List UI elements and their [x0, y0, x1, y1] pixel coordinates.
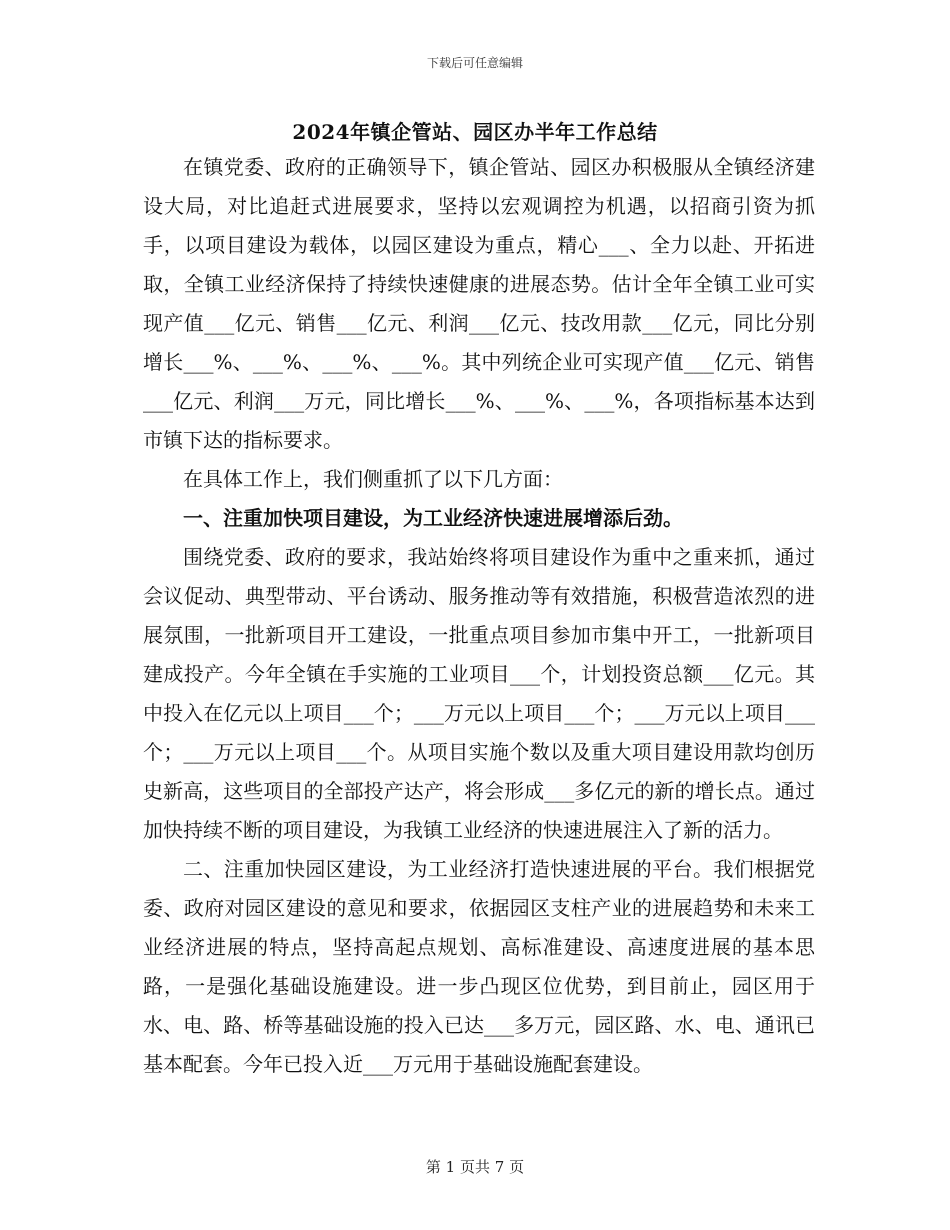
paragraph-projects: 围绕党委、政府的要求，我站始终将项目建设作为重中之重来抓，通过会议促动、典型带动、平台诱动、服务推动等有效措施，积极营造浓烈的进展氛围，一批新项目开工建设，一批重点项目参加市集中开工，一批新项目建成投产。今年全镇在手实施的工业项目___个，计划投资总额___亿元。其中投入在亿元以上项目___个；___万元以上项目___个；___万元以上项目___个；___万元以上项目___个。从项目实施个数以及重大项目建设用款均创历史新高，这些项目的全部投产达产，将会形成___多亿元的新的增长点。通过加快持续不断的项目建设，为我镇工业经济的快速进展注入了新的活力。: [143, 545, 815, 842]
section-heading-1: 一、注重加快项目建设，为工业经济快速进展增添后劲。: [183, 506, 683, 530]
document-body: [143, 148, 815, 1084]
paragraph-intro: 在镇党委、政府的正确领导下，镇企管站、园区办积极服从全镇经济建设大局，对比追赶式进展要求，坚持以宏观调控为机遇，以招商引资为抓手，以项目建设为载体，以园区建设为重点，精心___、全力以赴、开拓进取，全镇工业经济保持了持续快速健康的进展态势。估计全年全镇工业可实现产值___亿元、销售___亿元、利润___亿元、技改用款___亿元，同比分别增长___%、___%、___%、___%。其中列统企业可实现产值___亿元、销售___亿元、利润___万元，同比增长___%、___%、___%，各项指标基本达到市镇下达的指标要求。: [143, 155, 815, 452]
paragraph-park: 二、注重加快园区建设，为工业经济打造快速进展的平台。我们根据党委、政府对园区建设的意见和要求，依据园区支柱产业的进展趋势和未来工业经济进展的特点，坚持高起点规划、高标准建设、高速度进展的基本思路，一是强化基础设施建设。进一步凸现区位优势，到目前止，园区用于水、电、路、桥等基础设施的投入已达___多万元，园区路、水、电、通讯已基本配套。今年已投入近___万元用于基础设施配套建设。: [143, 857, 815, 1076]
paragraph-lead: 在具体工作上，我们侧重抓了以下几方面：: [183, 467, 563, 491]
header-note: 下载后可任意编辑: [426, 56, 523, 70]
page-number: 第 1 页共 7 页: [425, 1158, 525, 1176]
document-title: 2024年镇企管站、园区办半年工作总结: [292, 120, 658, 144]
